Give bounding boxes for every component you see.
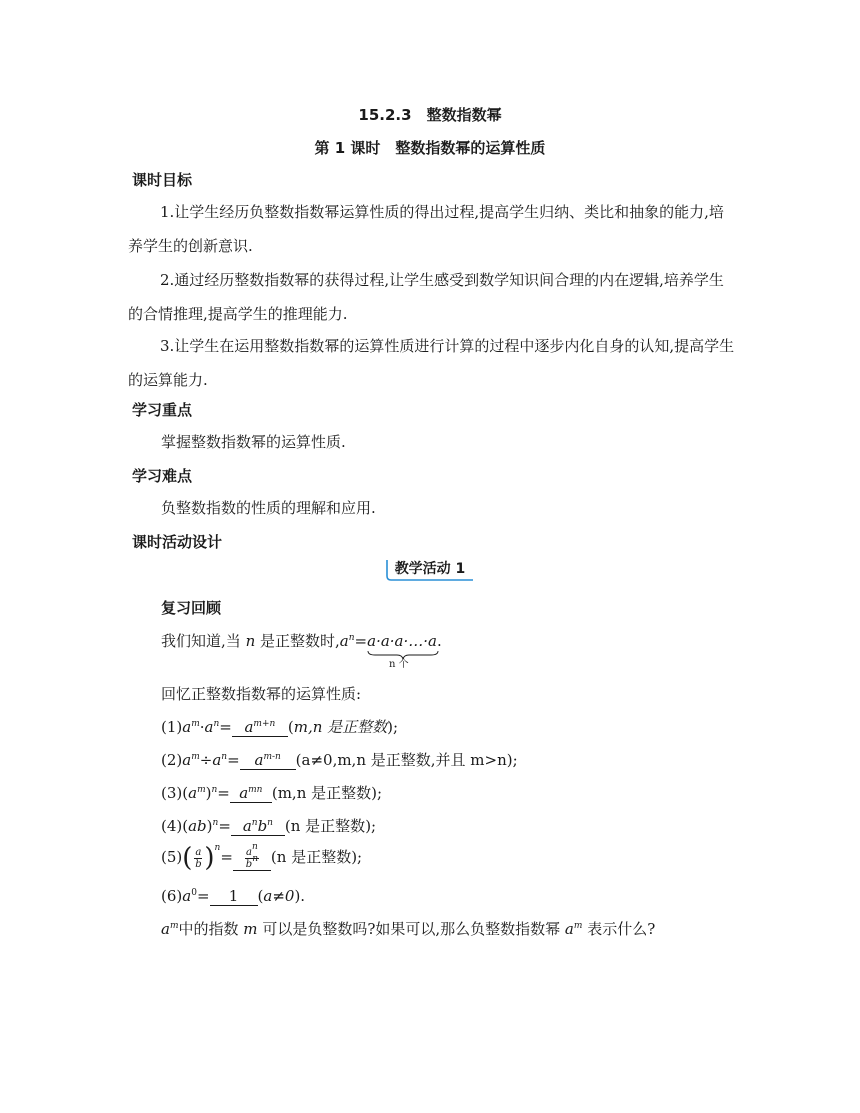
rule-1: $(1)a^m\cdot a^n= a^{m+n}$ (m,n 是正整数); [161, 718, 399, 736]
product-expression: a·a·a·…·a [367, 632, 437, 650]
answer-blank-3: $a^{mn}$ [230, 784, 272, 803]
section-title: 15.2.3 整数指数幂 [358, 106, 502, 124]
design-heading: 课时活动设计 [132, 533, 223, 551]
rule-4: $(4)(ab)^n= a^nb^n$ (n 是正整数); [161, 817, 377, 835]
review-intro: 我们知道,当 n 是正整数时$,a^n=a\cdot a\cdot a\cdot\dots\cdot a$ . [161, 630, 442, 651]
question-text: $a^m$中的指数 m 可以是负整数吗?如果可以,那么负整数指数幂 $a^m$ 表示什么? [161, 920, 656, 938]
activity-badge [385, 556, 475, 582]
answer-blank-1: $a^{m+n}$ [232, 718, 288, 737]
objectives-heading: 课时目标 [132, 171, 193, 189]
count-label: n 个 [389, 659, 409, 670]
answer-blank-4: $a^nb^n$ [231, 817, 285, 836]
review-heading: 复习回顾 [161, 599, 222, 617]
objective-2: 2.通过经历整数指数幂的获得过程,让学生感受到数学知识间合理的内在逻辑,培养学生的合情推理,提高学生的推理能力. [128, 271, 724, 323]
rule-5: (5)( $\frac{a}{b}$ )$^n$= $\frac{a^n}{b^n}$ (n 是正整数); [161, 841, 363, 873]
answer-blank-5: $\frac{a^n}{b^n}$ [233, 847, 271, 871]
answer-blank-2: $a^{m-n}$ [240, 751, 296, 770]
lesson-title: 第 1 课时 整数指数幂的运算性质 [314, 139, 546, 157]
difficulty-heading: 学习难点 [132, 467, 193, 485]
objective-3: 3.让学生在运用整数指数幂的运算性质进行计算的过程中逐步内化自身的认知,提高学生的运算能力. [128, 337, 735, 389]
objective-1: 1.让学生经历负整数指数幂运算性质的得出过程,提高学生归纳、类比和抽象的能力,培养学生的创新意识. [128, 203, 724, 255]
activity-label: 教学活动 1 [394, 561, 466, 577]
focus-heading: 学习重点 [132, 401, 193, 419]
rule-3: $(3)(a^m)^n= a^{mn}$ (m,n 是正整数); [161, 784, 383, 802]
rule-2: $(2)a^m\div a^n= a^{m-n}$ (a≠0,m,n 是正整数,并且 m>n); [161, 751, 518, 769]
answer-blank-6: 1 [210, 887, 258, 906]
focus-text: 掌握整数指数幂的运算性质. [161, 433, 346, 451]
difficulty-text: 负整数指数的性质的理解和应用. [161, 499, 376, 517]
rule-6: $(6)a^0= 1$ (a≠0). [161, 887, 306, 905]
fraction-a-over-b: $\frac{a}{b}$ [195, 846, 202, 870]
recall-text: 回忆正整数指数幂的运算性质: [161, 685, 362, 703]
